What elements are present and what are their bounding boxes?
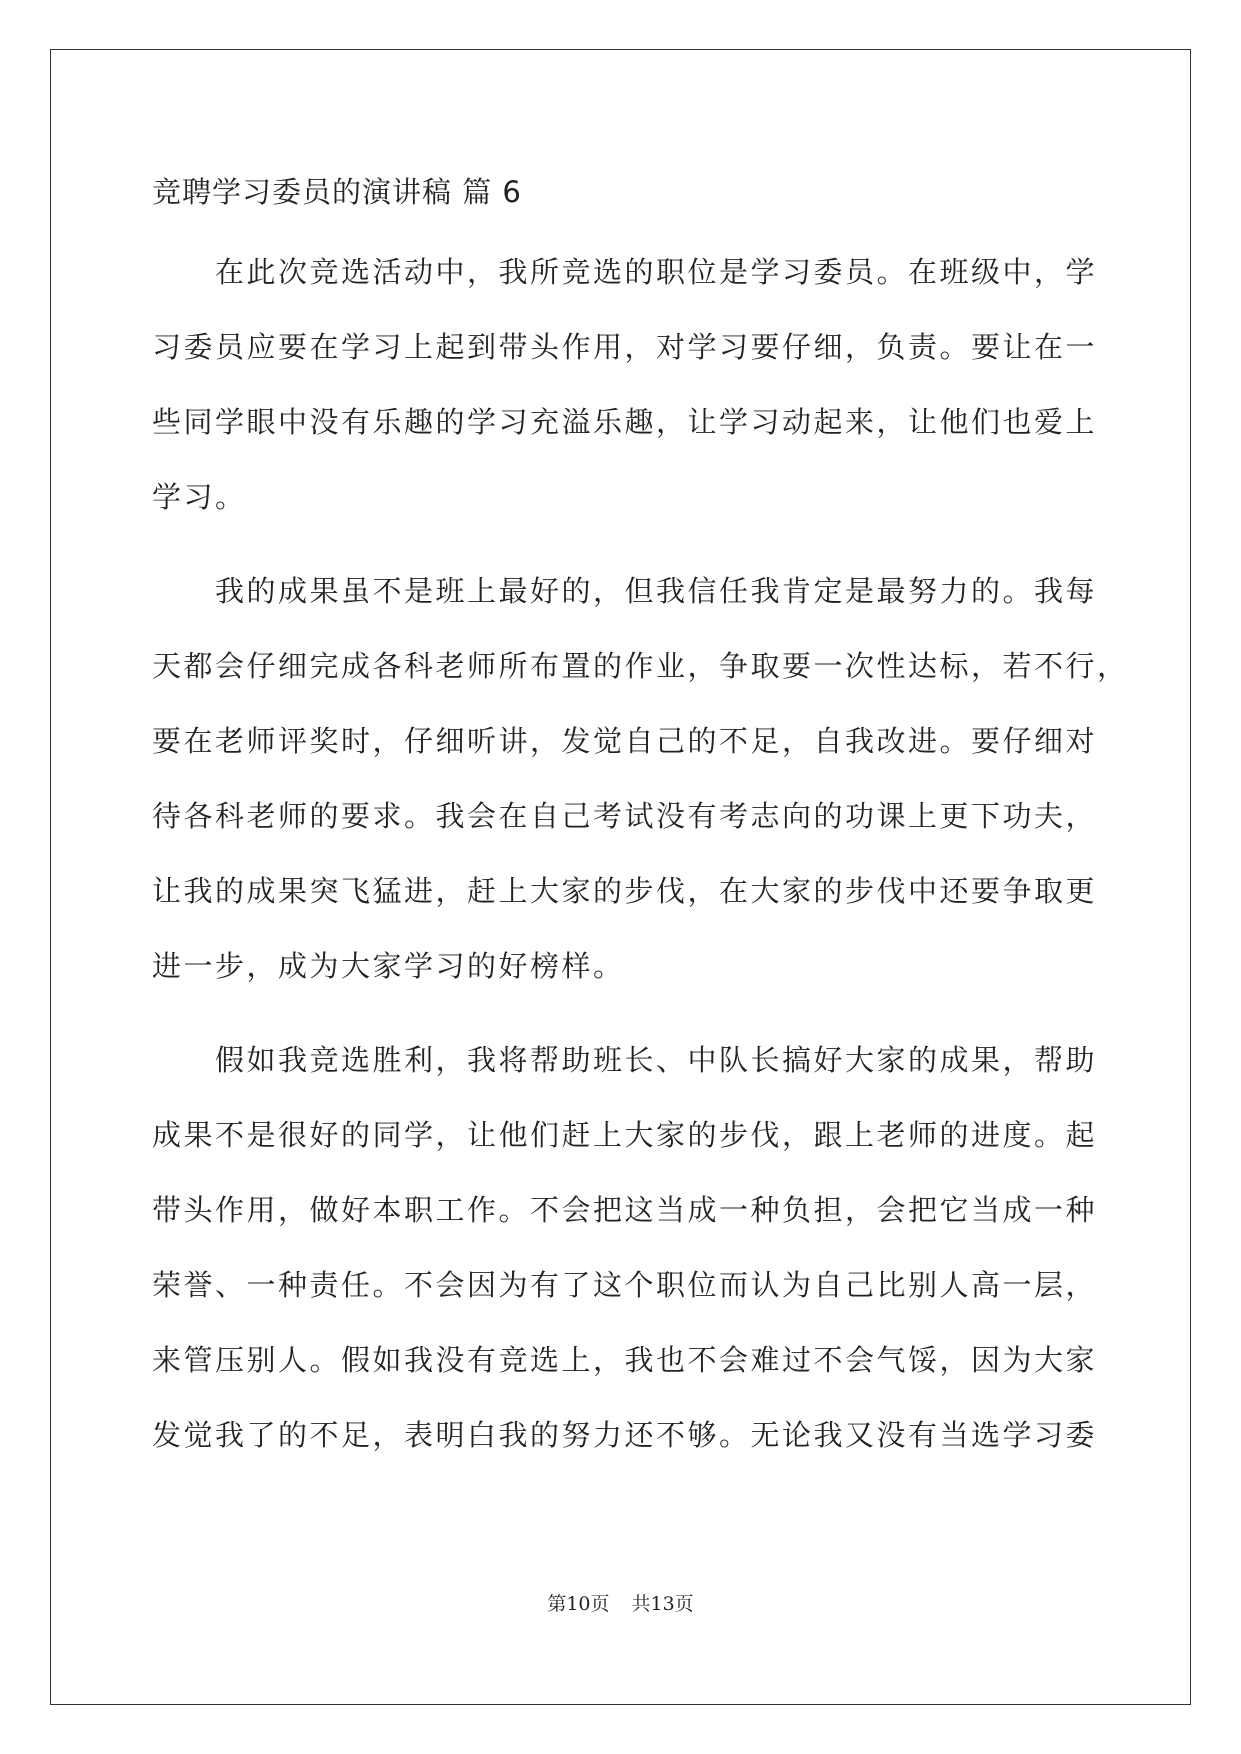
body-line: 学习。 — [152, 480, 247, 514]
body-line: 假如我竞选胜利，我将帮助班长、中队长搞好大家的成果，帮助 — [215, 1043, 1098, 1077]
body-line: 成果不是很好的同学，让他们赶上大家的步伐，跟上老师的进度。起 — [152, 1118, 1098, 1152]
current-page-label: 第10页 — [547, 1593, 610, 1615]
document-title: 竞聘学习委员的演讲稿 篇 6 — [152, 175, 522, 209]
body-line: 天都会仔细完成各科老师所布置的作业，争取要一次性达标，若不行， — [152, 649, 1129, 683]
body-line: 荣誉、一种责任。不会因为有了这个职位而认为自己比别人高一层， — [152, 1268, 1098, 1302]
body-line: 发觉我了的不足，表明白我的努力还不够。无论我又没有当选学习委 — [152, 1418, 1098, 1452]
body-line: 在此次竞选活动中，我所竞选的职位是学习委员。在班级中，学 — [215, 255, 1098, 289]
total-pages-label: 共13页 — [631, 1593, 694, 1615]
body-line: 习委员应要在学习上起到带头作用，对学习要仔细，负责。要让在一 — [152, 330, 1098, 364]
body-line: 带头作用，做好本职工作。不会把这当成一种负担，会把它当成一种 — [152, 1193, 1098, 1227]
page-footer — [0, 1589, 1241, 1616]
body-line: 进一步，成为大家学习的好榜样。 — [152, 949, 625, 983]
body-line: 让我的成果突飞猛进，赶上大家的步伐，在大家的步伐中还要争取更 — [152, 874, 1098, 908]
body-line: 待各科老师的要求。我会在自己考试没有考志向的功课上更下功夫， — [152, 799, 1098, 833]
body-line: 要在老师评奖时，仔细听讲，发觉自己的不足，自我改进。要仔细对 — [152, 724, 1098, 758]
body-line: 我的成果虽不是班上最好的，但我信任我肯定是最努力的。我每 — [215, 574, 1098, 608]
body-line: 些同学眼中没有乐趣的学习充溢乐趣，让学习动起来，让他们也爱上 — [152, 405, 1098, 439]
body-line: 来管压别人。假如我没有竞选上，我也不会难过不会气馁，因为大家 — [152, 1343, 1098, 1377]
